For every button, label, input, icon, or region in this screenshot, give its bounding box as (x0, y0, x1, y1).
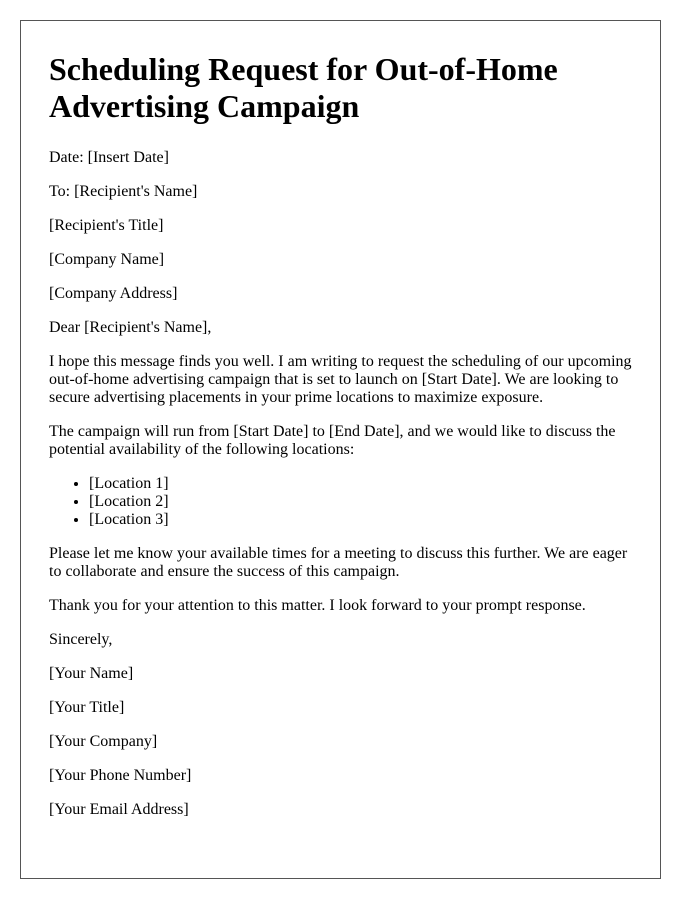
list-item-location: • [Location 3] (89, 511, 632, 529)
signature-company: [Your Company] (49, 733, 158, 750)
closing: Sincerely, (49, 631, 113, 648)
signature-phone: [Your Phone Number] (49, 767, 192, 784)
signature-email: [Your Email Address] (49, 801, 189, 818)
recipient-name-line: To: [Recipient's Name] (49, 183, 198, 200)
company-address: [Company Address] (49, 285, 178, 302)
recipient-title: [Recipient's Title] (49, 217, 164, 234)
company-name: [Company Name] (49, 251, 165, 268)
body-paragraph-meeting: Please let me know your available times for a meeting to discuss this further. We are eager to collaborate and ensure the success of this campaign. (49, 545, 628, 580)
body-paragraph-intro: I hope this message finds you well. I am writing to request the scheduling of our upcoming out-of-home advertising campaign that is set to launch on [Start Date]. We are looking to secure advertising placements in your prime locations to maximize exposure. (49, 353, 632, 406)
locations-list (49, 475, 632, 529)
letter-title: Scheduling Request for Out-of-Home Advertising Campaign (49, 51, 558, 124)
date-line: Date: [Insert Date] (49, 149, 169, 166)
list-item-location: • [Location 2] (89, 493, 632, 511)
salutation: Dear [Recipient's Name], (49, 319, 212, 336)
letter-document (20, 20, 661, 879)
list-item-location: • [Location 1] (89, 475, 632, 493)
body-paragraph-dates: The campaign will run from [Start Date] to [End Date], and we would like to discuss the potential availability of the following locations: (49, 423, 616, 458)
signature-name: [Your Name] (49, 665, 134, 682)
body-paragraph-thanks: Thank you for your attention to this matter. I look forward to your prompt response. (49, 597, 586, 614)
signature-title: [Your Title] (49, 699, 125, 716)
